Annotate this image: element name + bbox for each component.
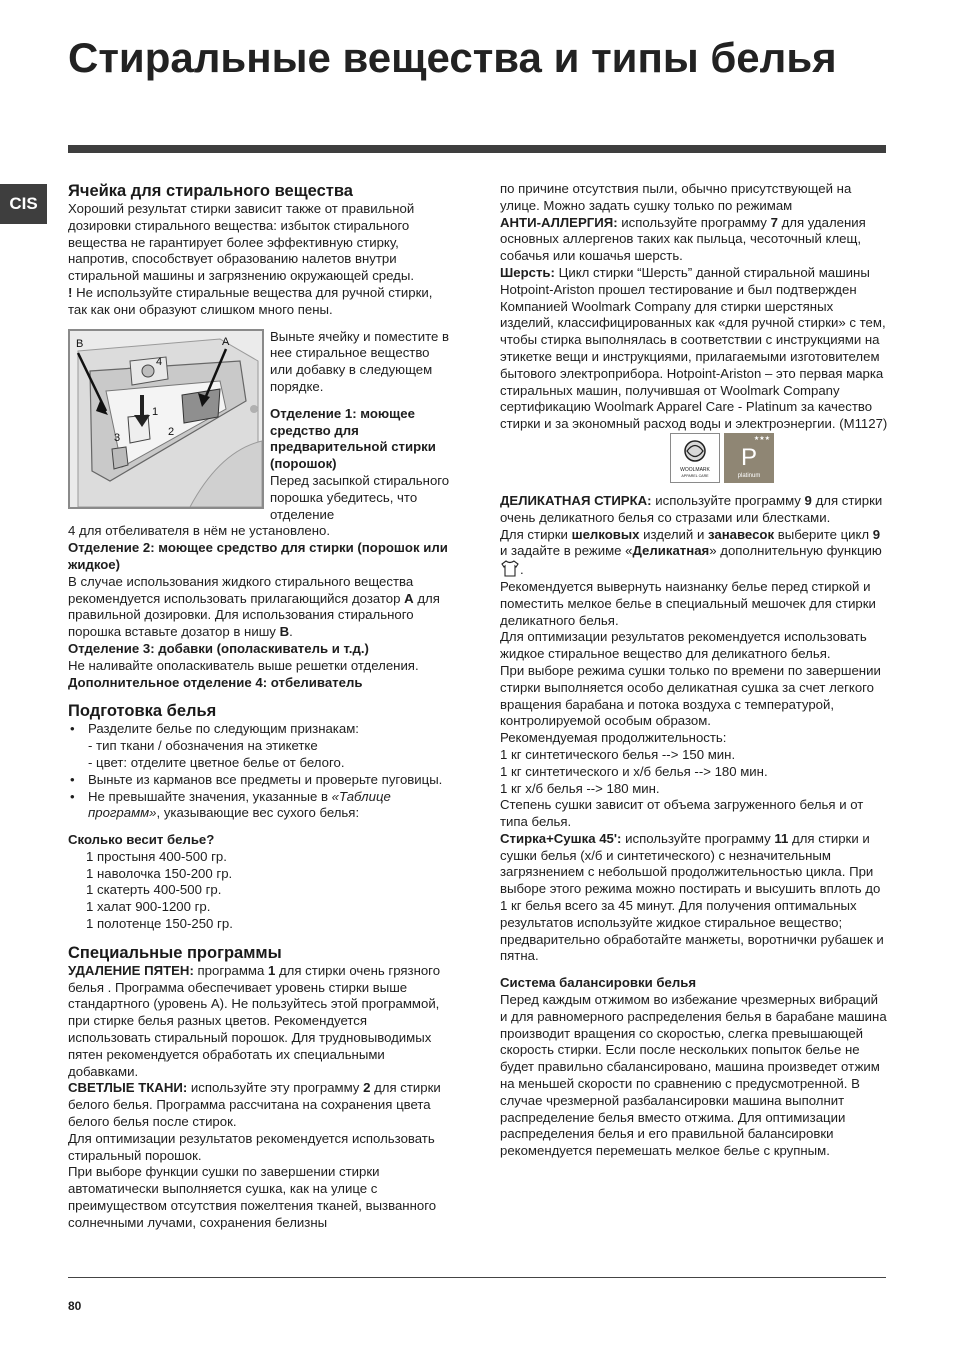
platinum-icon [724, 433, 774, 483]
list-item: 1 полотенце 150-250 гр. [86, 916, 233, 932]
detergent-intro: Хороший результат стирки зависит также от правильной дозировки стирального вещества: избыток стирального вещества не гарантирует более эффективную стирку, напротив, способствует образованию налетов внутри стиральной машины и загрязнению окружающей среды. [68, 201, 415, 284]
figure-instruction: Выньте ячейку и поместите в нее стиральное вещество или добавку в следующем порядке. [270, 328, 449, 394]
delicate-tip-3: При выборе режима сушки только по времени по завершении стирки выполняется особо деликатная сушка за счет легкого вращения барабана и потока воздуха с температурой, контролируемой особым образом. [500, 662, 881, 729]
detergent-warning: ! Не используйте стиральные вещества для ручной стирки, так как они образуют слишком много пены. [68, 284, 433, 317]
continuation-text: по причине отсутствия пыли, обычно присутствующей на улице. Можно задать сушку только по режимам [500, 181, 852, 213]
compartment-1-title: Отделение 1: моющее средство для предварительной стирки (порошок) [270, 405, 436, 472]
platinum-word: platinum [737, 472, 761, 479]
compartment-2-title: Отделение 2: моющее средство для стирки (порошок или жидкое) [68, 540, 448, 572]
dispenser-drawer-icon [70, 331, 262, 507]
special-heading: Специальные программы [68, 943, 282, 962]
delicate-tip-1: Рекомендуется вывернуть наизнанку белье перед стиркой и поместить мелкое белье в специальный мешочек для стирки деликатного белья. [500, 578, 876, 628]
light-fabrics-text: СВЕТЛЫЕ ТКАНИ: используйте эту программу 2 для стирки белого белья. Программа рассчитана на сохранения цвета белого белья после стирок. [68, 1080, 441, 1130]
compartment-1-text-b: 4 для отбеливателя в нём не установлено. [68, 523, 331, 539]
list-item: 1 простыня 400-500 гр. [86, 848, 227, 864]
balance-heading: Система балансировки белья [500, 975, 697, 991]
compartment-2-text: В случае использования жидкого стирального вещества рекомендуется использовать прилагающийся дозатор A для правильной дозировки. Для использования стирального порошка вставьте дозатор в нишу B. [68, 573, 440, 640]
delicate-tip-2: Для оптимизации результатов рекомендуется использовать жидкое стиральное вещество для деликатного белья. [500, 629, 867, 662]
weight-heading: Сколько весит белье? [68, 832, 215, 848]
anti-allergy-text: АНТИ-АЛЛЕРГИЯ: используйте программу 7 для удаления основных аллергенов таких как пыльца, чесоточный клещ, собачья или кошачья шерсть. [500, 214, 866, 264]
footer-rule [68, 1277, 886, 1278]
warning-icon: ! [68, 284, 73, 300]
list-item: • Разделите белье по следующим признакам: - тип ткани / обозначения на этикетке - цвет: отделите цветное белье от белого. [68, 721, 453, 771]
light-fabrics-tip: Для оптимизации результатов рекомендуется использовать стиральный порошок. [68, 1130, 435, 1163]
light-fabrics-drying: При выборе функции сушки по завершении стирки автоматически выполняется сушка, как на улице с преимуществом отсутствия пожелтения тканей, вызванного солнечными лучами, сохранения белизны [68, 1164, 437, 1230]
wool-text: Шерсть: Цикл стирки “Шерсть” данной стиральной машины Hotpoint-Ariston прошел тестирование и был подтвержден Компанией Woolmark Company для стирки шерстяных изделий, классифицированных как «для ручной стирки» с тем, чтобы стирка выполнялась в соответствии с инструкциями на этикетке вещи и инструкциями, прилагаемыми изготовителем бытового электроприбора. Hotpoint-Ariston – это первая марка стиральных машин, получившая от Woolmark Company сертификацию Woolmark Apparel Care - Platinum за качество стирки и за экономный расход воды и электроэнергии. (M1127) [500, 264, 888, 432]
prep-heading: Подготовка белья [68, 702, 217, 721]
label-2: 2 [168, 425, 175, 438]
woolmark-icon [671, 434, 719, 482]
compartment-4-title: Дополнительное отделение 4: отбеливатель [68, 674, 363, 690]
label-3: 3 [114, 431, 121, 444]
figure-side-text [270, 329, 453, 524]
delicate-tip-4: Степень сушки зависит от объема загруженного белья и от типа белья. [500, 797, 864, 830]
compartment-3-title: Отделение 3: добавки (ополаскиватель и т.д.) [68, 640, 369, 656]
woolmark-sub: APPAREL CARE [681, 473, 709, 478]
compartment-3-text: Не наливайте ополаскиватель выше решетки отделения. [68, 657, 419, 673]
list-item: 1 кг синтетического белья --> 150 мин. [500, 746, 736, 762]
list-item: 1 кг синтетического и х/б белья --> 180 мин. [500, 763, 768, 779]
list-item: • Выньте из карманов все предметы и проверьте пуговицы. [68, 772, 453, 789]
label-1: 1 [152, 405, 159, 418]
weight-list [68, 849, 453, 933]
list-item: 1 халат 900-1200 гр. [86, 899, 211, 915]
platinum-letter: P [740, 443, 758, 471]
list-item: • Не превышайте значения, указанные в «Таблице программ», указывающие вес сухого белья: [68, 789, 453, 823]
woolmark-logo [670, 433, 720, 483]
label-4: 4 [156, 355, 163, 368]
platinum-stars: ★★★ [753, 434, 770, 442]
list-item: 1 наволочка 150-200 гр. [86, 865, 233, 881]
woolmark-word: WOOLMARK [680, 466, 710, 473]
label-b: B [76, 337, 84, 350]
page-number: 80 [68, 1299, 82, 1313]
dispenser-figure-row [68, 329, 453, 524]
list-item: 1 скатерть 400-500 гр. [86, 882, 222, 898]
platinum-logo [724, 433, 774, 483]
dispenser-drawer-illustration [68, 329, 264, 509]
balance-text: Перед каждым отжимом во избежание чрезмерных вибраций и для равномерного распределения белья в барабане машина производит вращения со скоростью, слегка превышающей скорость стирки. Если после нескольких попыток белье не будет правильно сбалансировано, машина произведет отжим на меньшей скорости по сравнению с предусмотренной. В случае чрезмерной разбалансировки машина выполнит распределение белья вместо отжима. Для оптимизации распределения белья и его правильной балансировки рекомендуется перемешать мелкое белье с крупным. [500, 992, 887, 1159]
delicate-duration-title: Рекомендуемая продолжительность: [500, 730, 727, 746]
list-item: 1 кг х/б белья --> 180 мин. [500, 780, 660, 796]
silk-text: Для стирки шелковых изделий и занавесок выберите цикл 9 и задайте в режиме «Деликатная» дополнительную функцию . [500, 526, 882, 578]
page-title: Стиральные вещества и типы белья [68, 34, 837, 81]
wash-dry-text: Стирка+Сушка 45': используйте программу 11 для стирки и сушки белья (х/б и синтетического) с незначительным загрязнением с небольшой продолжительностью цикла. При выборе этого режима можно постирать и высушить вплоть до 1 кг белья всего за 45 минут. Для получения оптимальных результатов используйте жидкое стиральное вещество; предварительно обработайте манжеты, воротнички рубашек и пятна. [500, 830, 884, 964]
language-tab: CIS [0, 184, 47, 224]
stain-removal-text: УДАЛЕНИЕ ПЯТЕН: программа 1 для стирки очень грязного белья . Программа обеспечивает уровень стирки выше стандартного (уровень А). Не пользуйтесь этой программой, при стирке белья разных цветов. Рекомендуется использовать стиральный порошок. Для трудновыводимых пятен рекомендуется обработать их специальными добавками. [68, 962, 441, 1079]
certification-logos [670, 433, 888, 483]
compartment-1-text-a: Перед засыпкой стирального порошка убедитесь, что отделение [270, 472, 450, 522]
title-rule [68, 145, 886, 153]
prep-list [68, 721, 453, 822]
left-column [68, 181, 453, 1232]
label-a: A [222, 335, 230, 348]
delicate-text: ДЕЛИКАТНАЯ СТИРКА: используйте программу 9 для стирки очень деликатного белья со стразами или блестками. [500, 492, 883, 525]
right-column [500, 181, 888, 1160]
detergent-heading: Ячейка для стирального вещества [68, 182, 353, 200]
shirt-icon [500, 560, 520, 577]
